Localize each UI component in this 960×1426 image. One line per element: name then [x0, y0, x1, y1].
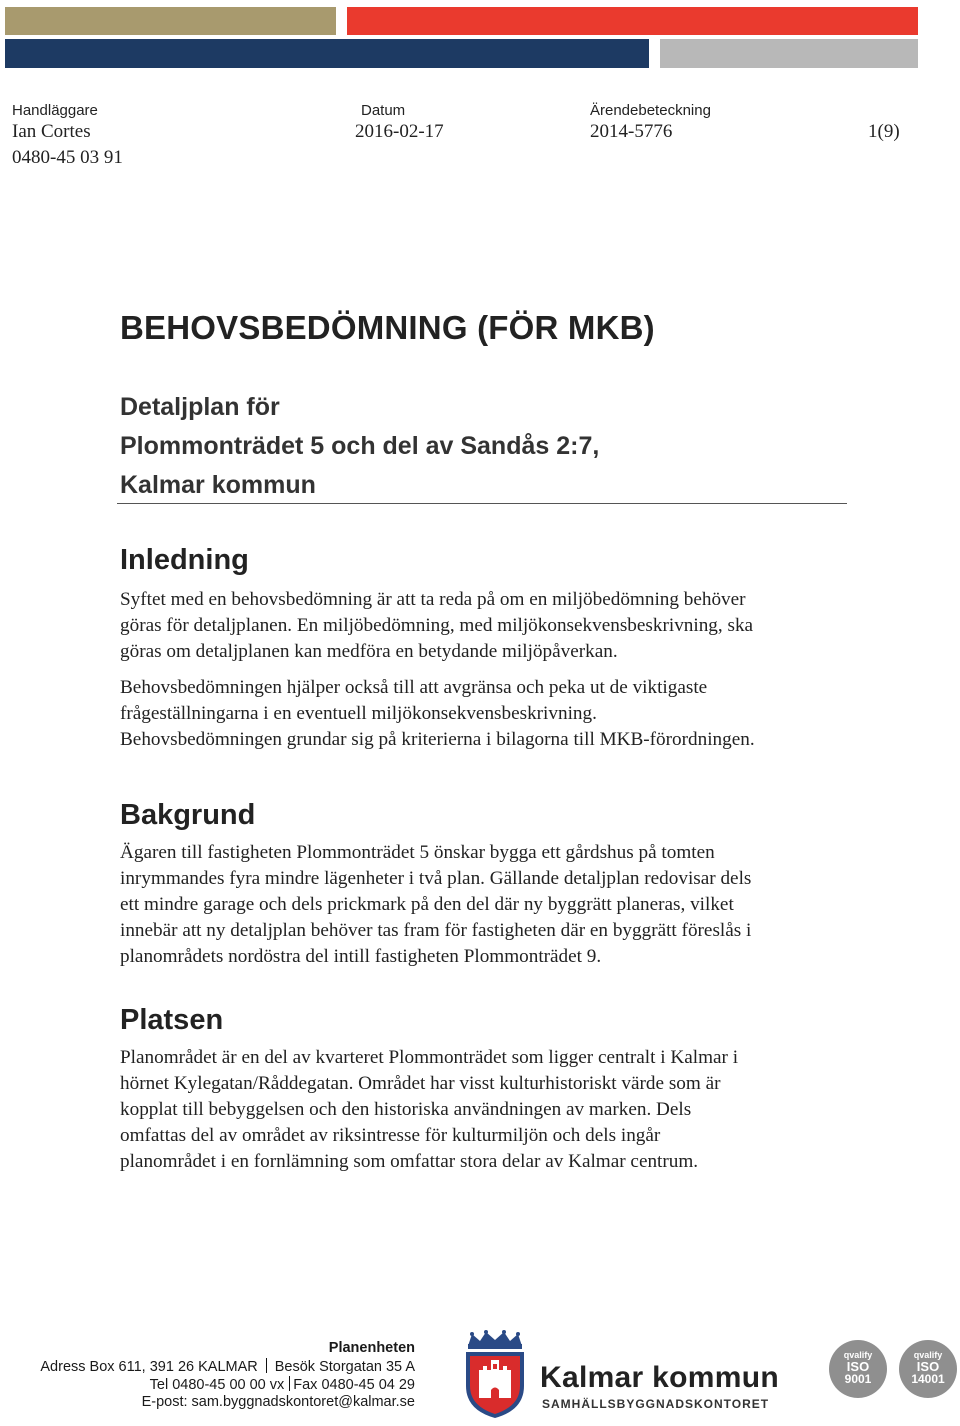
inledning-paragraph-1	[120, 587, 860, 665]
subtitle-line-2: Plommonträdet 5 och del av Sandås 2:7,	[120, 432, 600, 460]
text-line: Syftet med en behovsbedömning är att ta reda på om en miljöbedömning behöver	[120, 589, 746, 610]
page-number: 1(9)	[868, 121, 900, 142]
top-band-gray	[660, 39, 918, 68]
text-line: planområdets nordöstra del intill fastigheten Plommonträdet 9.	[120, 946, 602, 967]
iso-badge-number: 9001	[844, 1372, 872, 1386]
iso-badge-number: 14001	[911, 1372, 945, 1386]
text-line: Behovsbedömningen hjälper också till att avgränsa och peka ut de viktigaste	[120, 677, 708, 698]
text-line: hörnet Kylegatan/Råddegatan. Området har visst kulturhistoriskt värde som är	[120, 1073, 721, 1094]
separator	[289, 1376, 290, 1391]
footer-phone-line	[20, 1376, 415, 1393]
arende-label: Ärendebeteckning	[590, 102, 711, 119]
brand-subtitle: SAMHÄLLSBYGGNADSKONTORET	[542, 1397, 770, 1411]
separator	[266, 1358, 267, 1373]
footer-fax: Fax 0480-45 04 29	[293, 1377, 415, 1393]
top-band-red	[347, 7, 918, 35]
handlaggare-name: Ian Cortes	[12, 121, 91, 142]
heading-platsen: Platsen	[120, 1004, 224, 1036]
document-title: BEHOVSBEDÖMNING (FÖR MKB)	[120, 309, 655, 346]
arende-value: 2014-5776	[590, 121, 673, 142]
subtitle-block	[120, 388, 599, 505]
heading-bakgrund: Bakgrund	[120, 799, 256, 831]
text-line: Ägaren till fastigheten Plommonträdet 5 önskar bygga ett gårdshus på tomten	[120, 842, 715, 863]
inledning-paragraph-2	[120, 675, 860, 753]
brand-name: Kalmar kommun	[540, 1361, 779, 1394]
iso-9001-badge	[829, 1340, 887, 1398]
text-line: göras om detaljplanen kan medföra en betydande miljöpåverkan.	[120, 641, 618, 662]
text-line: planområdet i en fornlämning som omfattar stora delar av Kalmar centrum.	[120, 1151, 699, 1172]
footer-unit: Planenheten	[328, 1340, 415, 1356]
text-line: Planområdet är en del av kvarteret Plommonträdet som ligger centralt i Kalmar i	[120, 1047, 739, 1068]
footer-email[interactable]: E-post: sam.byggnadskontoret@kalmar.se	[141, 1394, 415, 1410]
text-line: inrymmandes fyra mindre lägenheter i två plan. Gällande detaljplan redovisar dels	[120, 868, 752, 889]
footer-contact	[20, 1340, 415, 1410]
footer-address-line	[20, 1358, 415, 1375]
datum-value: 2016-02-17	[355, 121, 444, 142]
bakgrund-paragraph	[120, 840, 860, 970]
text-line: innebär att ny detaljplan behöver tas fram för fastigheten där en byggrätt föreslås i	[120, 920, 752, 941]
iso-14001-badge	[899, 1340, 957, 1398]
kalmar-crest-logo	[462, 1330, 528, 1420]
text-line: kopplat till bebyggelsen och den historiska användningen av marken. Dels	[120, 1099, 692, 1120]
platsen-paragraph	[120, 1045, 860, 1175]
iso-badge-qvalify: qvalify	[913, 1350, 943, 1360]
subtitle-line-1: Detaljplan för	[120, 393, 280, 421]
text-line: ett mindre garage och dels prickmark på den del där ny byggrätt planeras, vilket	[120, 894, 734, 915]
iso-badge-qvalify: qvalify	[843, 1350, 873, 1360]
text-line: Behovsbedömningen grundar sig på kriterierna i bilagorna till MKB-förordningen.	[120, 729, 755, 750]
datum-label: Datum	[361, 102, 406, 119]
footer-tel: Tel 0480-45 00 00 vx	[149, 1377, 285, 1393]
iso-badge-iso: ISO	[846, 1359, 870, 1374]
subtitle-line-3: Kalmar kommun	[120, 471, 316, 499]
footer-address: Adress Box 611, 391 26 KALMAR	[40, 1359, 258, 1375]
text-line: frågeställningarna i en eventuell miljökonsekvensbeskrivning.	[120, 703, 597, 724]
heading-inledning: Inledning	[120, 544, 249, 576]
footer-visit: Besök Storgatan 35 A	[274, 1359, 415, 1375]
top-band-olive	[5, 7, 336, 35]
top-band-navy	[5, 39, 649, 68]
text-line: göras för detaljplanen. En miljöbedömning, med miljökonsekvensbeskrivning, ska	[120, 615, 754, 636]
iso-badge-iso: ISO	[916, 1359, 940, 1374]
handlaggare-phone: 0480-45 03 91	[12, 147, 123, 168]
title-rule	[117, 503, 847, 504]
handlaggare-label: Handläggare	[12, 102, 98, 119]
text-line: omfattas del av området av riksintresse för kulturmiljön och dels ingår	[120, 1125, 661, 1146]
